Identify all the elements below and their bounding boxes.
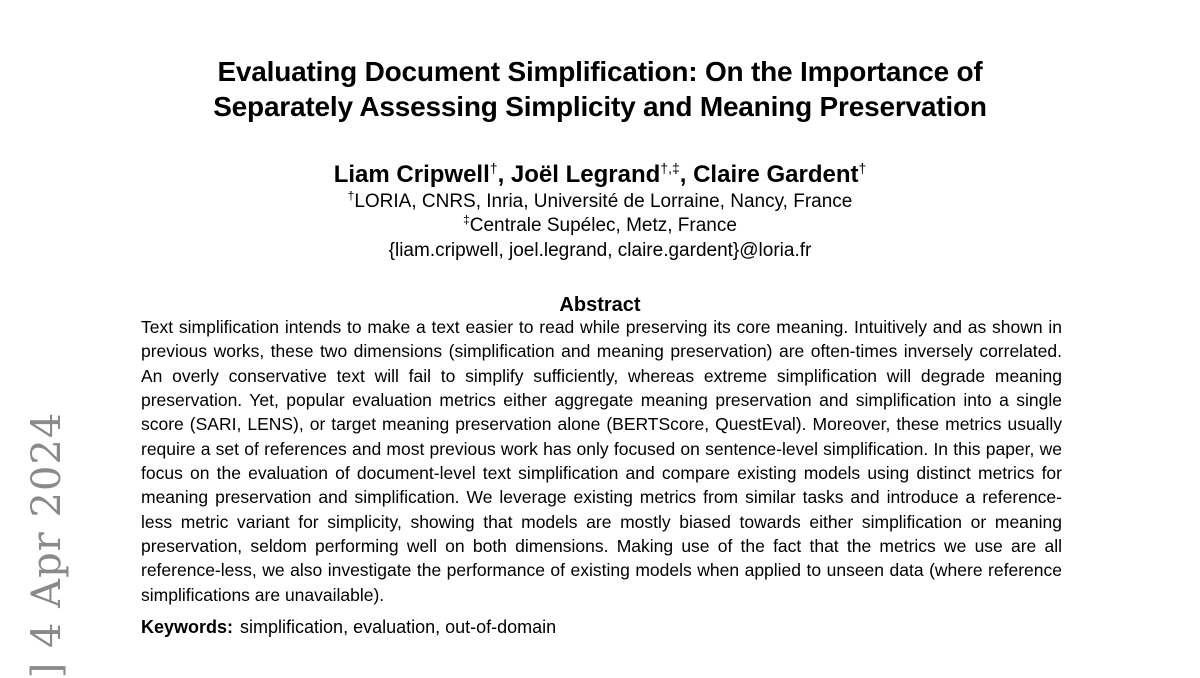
keywords-line bbox=[141, 617, 556, 638]
author-name: Claire Gardent bbox=[693, 161, 859, 188]
arxiv-date-watermark: ] 4 Apr 2024 bbox=[24, 411, 70, 678]
affiliation-mark: ‡ bbox=[463, 212, 470, 227]
author-emails: {liam.cripwell, joel.legrand, claire.gardent}@loria.fr bbox=[388, 239, 812, 261]
affiliation-mark: † bbox=[347, 188, 355, 203]
authors-line bbox=[0, 160, 1200, 190]
keywords-label: Keywords: bbox=[141, 617, 234, 637]
affiliation-text: Centrale Supélec, Metz, France bbox=[469, 215, 737, 237]
affiliation-text: LORIA, CNRS, Inria, Université de Lorraine, Nancy, France bbox=[354, 191, 853, 212]
affiliation-line bbox=[0, 190, 1200, 214]
author-separator: , bbox=[497, 161, 511, 188]
abstract-heading: Abstract bbox=[559, 294, 641, 316]
author-name: Joël Legrand bbox=[510, 161, 661, 188]
author-name: Liam Cripwell bbox=[333, 161, 490, 188]
author-affiliation-mark: †,‡ bbox=[660, 160, 680, 176]
paper-title: Evaluating Document Simplification: On the Importance of Separately Assessing Simplicity and Meaning Preservation bbox=[213, 56, 987, 122]
keywords-value: simplification, evaluation, out-of-domain bbox=[240, 617, 557, 637]
author-separator: , bbox=[679, 161, 694, 188]
author-affiliation-mark: † bbox=[489, 160, 498, 176]
affiliation-line bbox=[0, 214, 1200, 238]
author-affiliation-mark: † bbox=[858, 160, 867, 176]
abstract-text: Text simplification intends to make a text easier to read while preserving its core meaning. Intuitively and as shown in previous works, these two dimensions (simplification and meaning preservation) are often-times inversely correlated. An overly conservative text will fail to simplify sufficiently, whereas extreme simplification will degrade meaning preservation. Yet, popular evaluation metrics either aggregate meaning preservation and simplification into a single score (SARI, LENS), or target meaning preservation alone (BERTScore, QuestEval). Moreover, these metrics usually require a set of references and most previous work has only focused on sentence-level simplification. In this paper, we focus on the evaluation of document-level text simplification and compare existing models using distinct metrics for meaning preservation and simplification. We leverage existing metrics from similar tasks and introduce a reference-less metric variant for simplicity, showing that models are mostly biased towards either simplification or meaning preservation, seldom performing well on both dimensions. Making use of the fact that the metrics we use are all reference-less, we also investigate the performance of existing models when applied to unseen data (where reference simplifications are unavailable). bbox=[141, 317, 1062, 605]
affiliation-block bbox=[0, 190, 1200, 263]
